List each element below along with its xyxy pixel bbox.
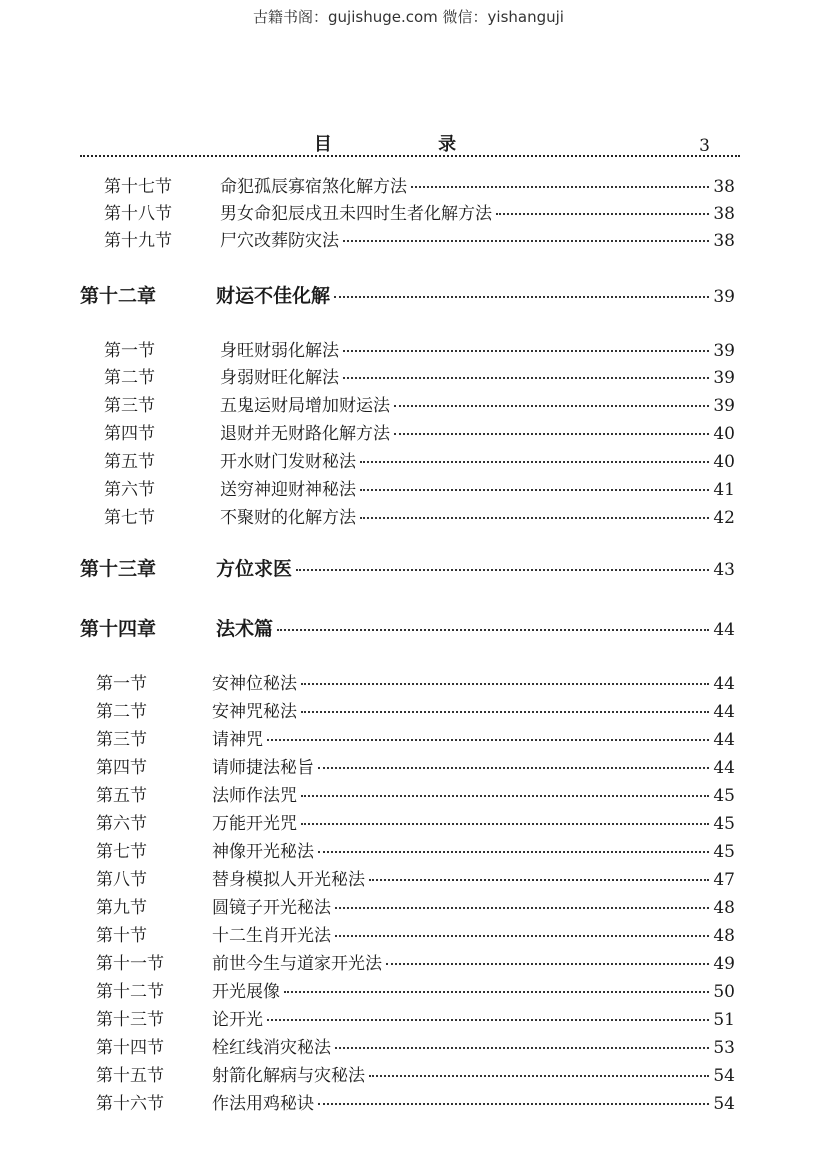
entry-title: 前世今生与道家开光法	[212, 954, 382, 974]
entry-title: 射箭化解病与灾秘法	[212, 1066, 365, 1086]
entry-page-number: 45	[713, 814, 735, 834]
entry-page-number: 45	[713, 786, 735, 806]
entry-title: 安神咒秘法	[212, 702, 297, 722]
leader-dots	[301, 823, 709, 825]
leader-dots	[335, 907, 709, 909]
leader-dots	[394, 433, 709, 435]
toc-section-entry[interactable]	[104, 419, 735, 444]
leader-dots	[369, 1075, 709, 1077]
leader-dots	[318, 767, 709, 769]
leader-dots	[411, 186, 709, 188]
entry-page-number: 39	[713, 396, 735, 416]
entry-title: 不聚财的化解方法	[220, 508, 356, 528]
entry-number: 第七节	[104, 508, 155, 528]
entry-title: 论开光	[212, 1010, 263, 1030]
toc-chapter-entry[interactable]	[80, 614, 735, 641]
leader-dots	[267, 1019, 709, 1021]
leader-dots	[335, 935, 709, 937]
toc-section-entry[interactable]	[96, 1005, 735, 1030]
toc-chapter-entry[interactable]	[80, 281, 735, 308]
entry-number: 第四节	[104, 424, 155, 444]
entry-title: 命犯孤辰寡宿煞化解方法	[220, 177, 407, 197]
leader-dots	[386, 963, 709, 965]
toc-section-entry[interactable]	[96, 1061, 735, 1086]
entry-number: 第五节	[96, 786, 147, 806]
entry-page-number: 39	[713, 368, 735, 388]
entry-title: 圆镜子开光秘法	[212, 898, 331, 918]
entry-page-number: 49	[713, 954, 735, 974]
entry-page-number: 43	[713, 560, 735, 580]
entry-number: 第二节	[96, 702, 147, 722]
leader-dots	[343, 350, 709, 352]
toc-section-entry[interactable]	[104, 226, 735, 251]
leader-dots	[343, 240, 709, 242]
entry-title: 开水财门发财秘法	[220, 452, 356, 472]
entry-number: 第一节	[96, 674, 147, 694]
entry-title: 法师作法咒	[212, 786, 297, 806]
toc-section-entry[interactable]	[104, 391, 735, 416]
toc-section-entry[interactable]	[96, 753, 735, 778]
entry-page-number: 48	[713, 898, 735, 918]
page-title: 目 录	[313, 134, 507, 155]
leader-dots	[360, 461, 709, 463]
entry-page-number: 42	[713, 508, 735, 528]
page-number: 3	[699, 136, 710, 156]
entry-number: 第十六节	[96, 1094, 164, 1114]
entry-number: 第二节	[104, 368, 155, 388]
toc-section-entry[interactable]	[96, 1033, 735, 1058]
leader-dots	[301, 795, 709, 797]
entry-title: 身弱财旺化解法	[220, 368, 339, 388]
entry-title: 尸穴改葬防灾法	[220, 231, 339, 251]
entry-page-number: 40	[713, 424, 735, 444]
toc-section-entry[interactable]	[104, 363, 735, 388]
entry-title: 退财并无财路化解方法	[220, 424, 390, 444]
leader-dots	[267, 739, 709, 741]
entry-number: 第十九节	[104, 231, 172, 251]
entry-number: 第七节	[96, 842, 147, 862]
toc-section-entry[interactable]	[104, 199, 735, 224]
entry-number: 第十三节	[96, 1010, 164, 1030]
entry-page-number: 48	[713, 926, 735, 946]
entry-number: 第五节	[104, 452, 155, 472]
toc-chapter-entry[interactable]	[80, 554, 735, 581]
leader-dots	[296, 569, 709, 571]
entry-title: 法术篇	[216, 618, 274, 640]
toc-section-entry[interactable]	[96, 697, 735, 722]
entry-number: 第九节	[96, 898, 147, 918]
entry-title: 身旺财弱化解法	[220, 341, 339, 361]
entry-number: 第六节	[96, 814, 147, 834]
toc-section-entry[interactable]	[96, 865, 735, 890]
entry-number: 第三节	[96, 730, 147, 750]
entry-number: 第十四节	[96, 1038, 164, 1058]
entry-title: 安神位秘法	[212, 674, 297, 694]
entry-title: 作法用鸡秘诀	[212, 1094, 314, 1114]
watermark-text: 古籍书阁：gujishuge.com 微信：yishanguji	[253, 8, 564, 26]
entry-title: 财运不佳化解	[216, 285, 331, 307]
toc-section-entry[interactable]	[96, 781, 735, 806]
leader-dots	[318, 851, 709, 853]
entry-page-number: 54	[713, 1094, 735, 1114]
entry-page-number: 39	[713, 287, 735, 307]
entry-title: 栓红线消灾秘法	[212, 1038, 331, 1058]
entry-number: 第十八节	[104, 204, 172, 224]
entry-title: 十二生肖开光法	[212, 926, 331, 946]
leader-dots	[277, 629, 709, 631]
entry-page-number: 38	[713, 231, 735, 251]
entry-number: 第十节	[96, 926, 147, 946]
toc-section-entry[interactable]	[104, 336, 735, 361]
entry-number: 第十二节	[96, 982, 164, 1002]
entry-title: 替身模拟人开光秘法	[212, 870, 365, 890]
entry-number: 第一节	[104, 341, 155, 361]
entry-number: 第四节	[96, 758, 147, 778]
entry-number: 第十五节	[96, 1066, 164, 1086]
entry-page-number: 51	[713, 1010, 735, 1030]
leader-dots	[343, 377, 709, 379]
entry-title: 开光展像	[212, 982, 280, 1002]
entry-title: 男女命犯辰戌丑未四时生者化解方法	[220, 204, 492, 224]
leader-dots	[318, 1103, 709, 1105]
entry-number: 第十一节	[96, 954, 164, 974]
entry-page-number: 44	[713, 620, 735, 640]
entry-page-number: 40	[713, 452, 735, 472]
leader-dots	[369, 879, 709, 881]
entry-title: 五鬼运财局增加财运法	[220, 396, 390, 416]
entry-page-number: 50	[713, 982, 735, 1002]
entry-number: 第六节	[104, 480, 155, 500]
entry-page-number: 44	[713, 730, 735, 750]
leader-dots	[394, 405, 709, 407]
toc-section-entry[interactable]	[96, 725, 735, 750]
leader-dots	[301, 683, 709, 685]
toc-section-entry[interactable]	[96, 669, 735, 694]
entry-page-number: 38	[713, 204, 735, 224]
entry-number: 第八节	[96, 870, 147, 890]
toc-section-entry[interactable]	[104, 475, 735, 500]
entry-title: 送穷神迎财神秘法	[220, 480, 356, 500]
entry-page-number: 38	[713, 177, 735, 197]
toc-section-entry[interactable]	[96, 921, 735, 946]
entry-number: 第十二章	[80, 285, 157, 307]
entry-title: 万能开光咒	[212, 814, 297, 834]
toc-section-entry[interactable]	[104, 172, 735, 197]
entry-title: 请师捷法秘旨	[212, 758, 314, 778]
toc-section-entry[interactable]	[96, 977, 735, 1002]
entry-number: 第十三章	[80, 558, 157, 580]
entry-page-number: 44	[713, 758, 735, 778]
toc-section-entry[interactable]	[96, 949, 735, 974]
entry-page-number: 45	[713, 842, 735, 862]
entry-page-number: 54	[713, 1066, 735, 1086]
leader-dots	[496, 213, 709, 215]
entry-page-number: 47	[713, 870, 735, 890]
entry-page-number: 39	[713, 341, 735, 361]
entry-page-number: 41	[713, 480, 735, 500]
leader-dots	[360, 517, 709, 519]
toc-section-entry[interactable]	[96, 1089, 735, 1114]
toc-section-entry[interactable]	[96, 837, 735, 862]
toc-section-entry[interactable]	[96, 809, 735, 834]
toc-section-entry[interactable]	[96, 893, 735, 918]
leader-dots	[360, 489, 709, 491]
entry-title: 神像开光秘法	[212, 842, 314, 862]
toc-section-entry[interactable]	[104, 447, 735, 472]
entry-page-number: 44	[713, 674, 735, 694]
toc-section-entry[interactable]	[104, 503, 735, 528]
entry-title: 请神咒	[212, 730, 263, 750]
entry-number: 第三节	[104, 396, 155, 416]
leader-dots	[334, 296, 709, 298]
entry-page-number: 44	[713, 702, 735, 722]
entry-number: 第十七节	[104, 177, 172, 197]
leader-dots	[284, 991, 709, 993]
entry-title: 方位求医	[216, 558, 293, 580]
entry-page-number: 53	[713, 1038, 735, 1058]
leader-dots	[301, 711, 709, 713]
entry-number: 第十四章	[80, 618, 157, 640]
leader-dots	[335, 1047, 709, 1049]
